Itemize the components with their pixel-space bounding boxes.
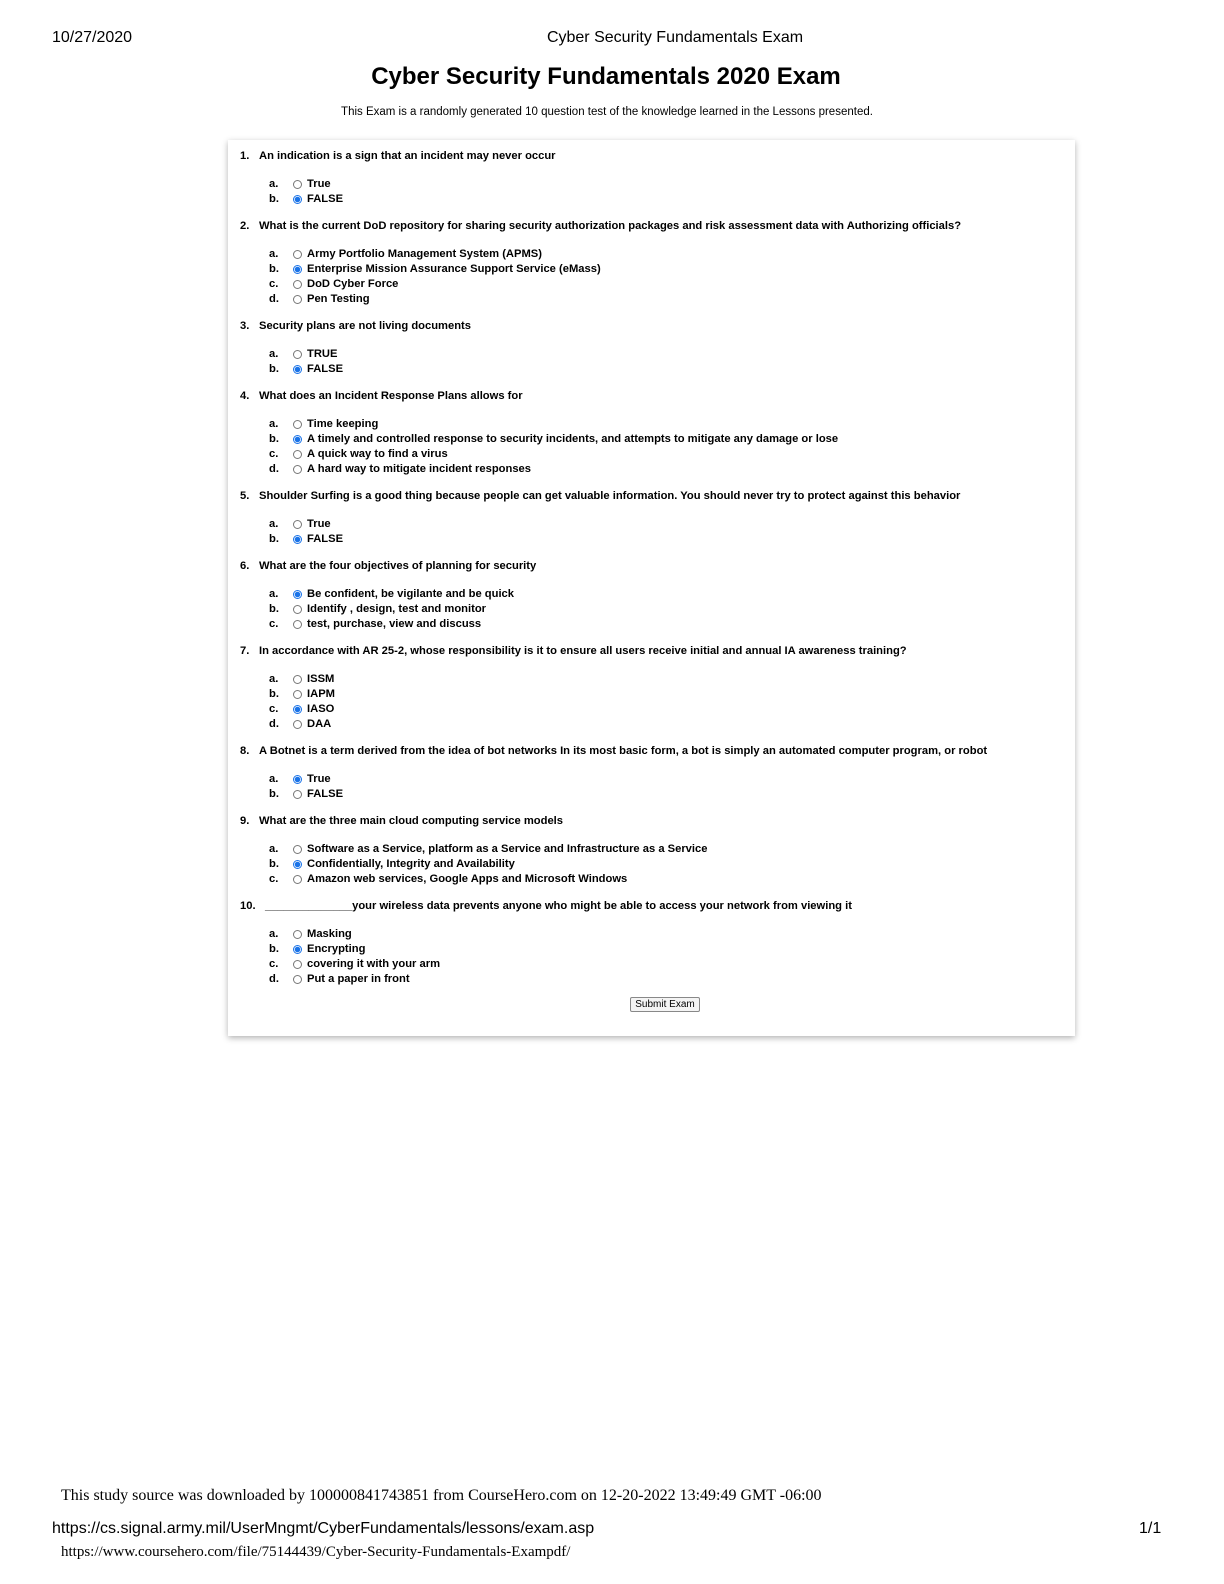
answer-options xyxy=(269,842,1070,887)
option-text: Amazon web services, Google Apps and Microsoft Windows xyxy=(307,873,628,885)
option-text: Enterprise Mission Assurance Support Service (eMass) xyxy=(307,263,601,275)
option-text: Encrypting xyxy=(307,943,366,955)
answer-option[interactable] xyxy=(269,772,1070,787)
option-letter: a. xyxy=(269,518,279,530)
print-header-title: Cyber Security Fundamentals Exam xyxy=(546,29,804,46)
option-letter: b. xyxy=(269,688,279,700)
answer-option[interactable] xyxy=(269,517,1070,532)
question xyxy=(240,489,1070,547)
option-text: FALSE xyxy=(307,193,344,205)
question xyxy=(240,744,1070,802)
option-letter: a. xyxy=(269,773,279,785)
radio-selected[interactable] xyxy=(293,775,302,784)
option-letter: c. xyxy=(269,958,279,970)
question-text: What is the current DoD repository for sharing security authorization packages and risk assessment data with Authorizing officials? xyxy=(259,220,962,232)
option-text: True xyxy=(307,178,331,190)
radio-unselected[interactable] xyxy=(293,295,302,304)
option-text: Software as a Service, platform as a Service and Infrastructure as a Service xyxy=(307,843,708,855)
question xyxy=(240,899,1070,987)
answer-options xyxy=(269,347,1070,377)
radio-unselected[interactable] xyxy=(293,930,302,939)
option-text: Identify , design, test and monitor xyxy=(307,603,487,615)
option-letter: b. xyxy=(269,263,279,275)
option-text: FALSE xyxy=(307,788,344,800)
option-letter: b. xyxy=(269,603,279,615)
download-note: This study source was downloaded by 100000841743851 from CourseHero.com on 12-20-2022 13:49:49 GMT -06:00 xyxy=(61,1487,822,1504)
radio-unselected[interactable] xyxy=(293,280,302,289)
print-date: 10/27/2020 xyxy=(52,29,133,46)
answer-option[interactable] xyxy=(269,857,1070,872)
question xyxy=(240,219,1070,307)
question-text: What are the four objectives of planning for security xyxy=(259,560,537,572)
option-letter: b. xyxy=(269,533,279,545)
radio-selected[interactable] xyxy=(293,590,302,599)
radio-unselected[interactable] xyxy=(293,875,302,884)
option-text: FALSE xyxy=(307,533,344,545)
answer-options xyxy=(269,417,1070,477)
radio-unselected[interactable] xyxy=(293,520,302,529)
answer-option[interactable] xyxy=(269,872,1070,887)
answer-option[interactable] xyxy=(269,587,1070,602)
option-text: ISSM xyxy=(307,673,335,685)
page-title: Cyber Security Fundamentals 2020 Exam xyxy=(371,63,841,90)
answer-option[interactable] xyxy=(269,277,1070,292)
answer-option[interactable] xyxy=(269,192,1070,207)
answer-option[interactable] xyxy=(269,247,1070,262)
option-letter: d. xyxy=(269,463,279,475)
answer-options xyxy=(269,247,1070,307)
option-letter: c. xyxy=(269,448,279,460)
radio-unselected[interactable] xyxy=(293,465,302,474)
question xyxy=(240,644,1070,732)
radio-unselected[interactable] xyxy=(293,845,302,854)
question-text: A Botnet is a term derived from the idea of bot networks In its most basic form, a bot is simply an automated computer program, or robot xyxy=(259,745,988,757)
question-number: 7. xyxy=(240,645,250,657)
option-text: Confidentially, Integrity and Availability xyxy=(307,858,515,870)
answer-option[interactable] xyxy=(269,672,1070,687)
option-letter: b. xyxy=(269,788,279,800)
option-text: IAPM xyxy=(307,688,335,700)
option-text: test, purchase, view and discuss xyxy=(307,618,482,630)
radio-unselected[interactable] xyxy=(293,450,302,459)
option-letter: a. xyxy=(269,843,279,855)
question-number: 5. xyxy=(240,490,250,502)
option-text: TRUE xyxy=(307,348,338,360)
option-letter: d. xyxy=(269,973,279,985)
question-number: 4. xyxy=(240,390,250,402)
option-text: Put a paper in front xyxy=(307,973,410,985)
option-letter: b. xyxy=(269,943,279,955)
answer-option[interactable] xyxy=(269,292,1070,307)
question-number: 8. xyxy=(240,745,250,757)
answer-option[interactable] xyxy=(269,262,1070,277)
question-number: 10. xyxy=(240,900,256,912)
answer-option[interactable] xyxy=(269,972,1070,987)
source-url: https://www.coursehero.com/file/75144439/Cyber-Security-Fundamentals-Exampdf/ xyxy=(61,1544,571,1560)
option-letter: c. xyxy=(269,873,279,885)
option-letter: b. xyxy=(269,858,279,870)
radio-unselected[interactable] xyxy=(293,975,302,984)
question-text: An indication is a sign that an incident may never occur xyxy=(259,150,556,162)
radio-selected[interactable] xyxy=(293,195,302,204)
option-letter: a. xyxy=(269,248,279,260)
answer-options xyxy=(269,772,1070,802)
radio-selected[interactable] xyxy=(293,265,302,274)
question-text: Security plans are not living documents xyxy=(259,320,471,332)
answer-option[interactable] xyxy=(269,617,1070,632)
option-text: True xyxy=(307,518,331,530)
answer-option[interactable] xyxy=(269,942,1070,957)
option-text: Be confident, be vigilante and be quick xyxy=(307,588,515,600)
option-text: True xyxy=(307,773,331,785)
answer-option[interactable] xyxy=(269,532,1070,547)
question xyxy=(240,149,1070,207)
answer-option[interactable] xyxy=(269,602,1070,617)
question-number: 6. xyxy=(240,560,250,572)
option-letter: c. xyxy=(269,618,279,630)
option-text: DoD Cyber Force xyxy=(307,278,399,290)
answer-option[interactable] xyxy=(269,347,1070,362)
answer-options xyxy=(269,672,1070,732)
question xyxy=(240,559,1070,632)
option-text: DAA xyxy=(307,718,332,730)
radio-selected[interactable] xyxy=(293,705,302,714)
question-number: 9. xyxy=(240,815,250,827)
page-subtitle: This Exam is a randomly generated 10 question test of the knowledge learned in the Lessons presented. xyxy=(341,106,873,118)
radio-selected[interactable] xyxy=(293,535,302,544)
answer-option[interactable] xyxy=(269,462,1070,477)
question xyxy=(240,389,1070,477)
answer-option[interactable] xyxy=(269,842,1070,857)
question-text: What does an Incident Response Plans allows for xyxy=(259,390,523,402)
option-letter: a. xyxy=(269,928,279,940)
option-text: Masking xyxy=(307,928,352,940)
radio-selected[interactable] xyxy=(293,945,302,954)
answer-option[interactable] xyxy=(269,177,1070,192)
exam-form xyxy=(228,140,1075,1036)
answer-option[interactable] xyxy=(269,447,1070,462)
answer-option[interactable] xyxy=(269,687,1070,702)
question-number: 3. xyxy=(240,320,250,332)
radio-unselected[interactable] xyxy=(293,690,302,699)
radio-unselected[interactable] xyxy=(293,790,302,799)
question-text: Shoulder Surfing is a good thing because people can get valuable information. You should never try to protect against this behavior xyxy=(259,490,961,502)
option-text: FALSE xyxy=(307,363,344,375)
radio-unselected[interactable] xyxy=(293,675,302,684)
answer-option[interactable] xyxy=(269,362,1070,377)
question xyxy=(240,814,1070,887)
question-text: What are the three main cloud computing service models xyxy=(259,815,563,827)
answer-option[interactable] xyxy=(269,787,1070,802)
radio-selected[interactable] xyxy=(293,365,302,374)
option-text: covering it with your arm xyxy=(307,958,441,970)
radio-unselected[interactable] xyxy=(293,720,302,729)
option-letter: a. xyxy=(269,673,279,685)
question-text: ______________your wireless data prevents anyone who might be able to access your network from viewing it xyxy=(265,900,852,912)
option-text: A timely and controlled response to security incidents, and attempts to mitigate any damage or lose xyxy=(307,433,839,445)
option-letter: b. xyxy=(269,363,279,375)
question-number: 1. xyxy=(240,150,250,162)
answer-options xyxy=(269,927,1070,987)
option-letter: d. xyxy=(269,293,279,305)
option-text: Army Portfolio Management System (APMS) xyxy=(307,248,542,260)
page-number: 1/1 xyxy=(1139,1520,1162,1537)
radio-unselected[interactable] xyxy=(293,250,302,259)
question-list xyxy=(240,149,1070,999)
radio-unselected[interactable] xyxy=(293,960,302,969)
option-text: IASO xyxy=(307,703,335,715)
option-letter: a. xyxy=(269,588,279,600)
option-text: A quick way to find a virus xyxy=(307,448,448,460)
radio-unselected[interactable] xyxy=(293,620,302,629)
option-letter: c. xyxy=(269,703,279,715)
option-text: A hard way to mitigate incident responses xyxy=(307,463,532,475)
option-text: Pen Testing xyxy=(307,293,370,305)
option-letter: c. xyxy=(269,278,279,290)
radio-unselected[interactable] xyxy=(293,420,302,429)
radio-unselected[interactable] xyxy=(293,350,302,359)
question-text: In accordance with AR 25-2, whose responsibility is it to ensure all users receive initial and annual IA awareness training? xyxy=(259,645,907,657)
radio-unselected[interactable] xyxy=(293,180,302,189)
answer-option[interactable] xyxy=(269,417,1070,432)
option-letter: d. xyxy=(269,718,279,730)
submit-exam-button[interactable]: Submit Exam xyxy=(630,997,700,1012)
option-text: Time keeping xyxy=(307,418,379,430)
answer-options xyxy=(269,587,1070,632)
radio-selected[interactable] xyxy=(293,860,302,869)
answer-option[interactable] xyxy=(269,717,1070,732)
option-letter: b. xyxy=(269,433,279,445)
answer-option[interactable] xyxy=(269,927,1070,942)
radio-unselected[interactable] xyxy=(293,605,302,614)
answer-option[interactable] xyxy=(269,702,1070,717)
question-number: 2. xyxy=(240,220,250,232)
radio-selected[interactable] xyxy=(293,435,302,444)
answer-option[interactable] xyxy=(269,432,1070,447)
option-letter: b. xyxy=(269,193,279,205)
option-letter: a. xyxy=(269,178,279,190)
answer-options xyxy=(269,177,1070,207)
option-letter: a. xyxy=(269,348,279,360)
question xyxy=(240,319,1070,377)
page-url: https://cs.signal.army.mil/UserMngmt/CyberFundamentals/lessons/exam.asp xyxy=(52,1520,595,1537)
answer-options xyxy=(269,517,1070,547)
option-letter: a. xyxy=(269,418,279,430)
answer-option[interactable] xyxy=(269,957,1070,972)
